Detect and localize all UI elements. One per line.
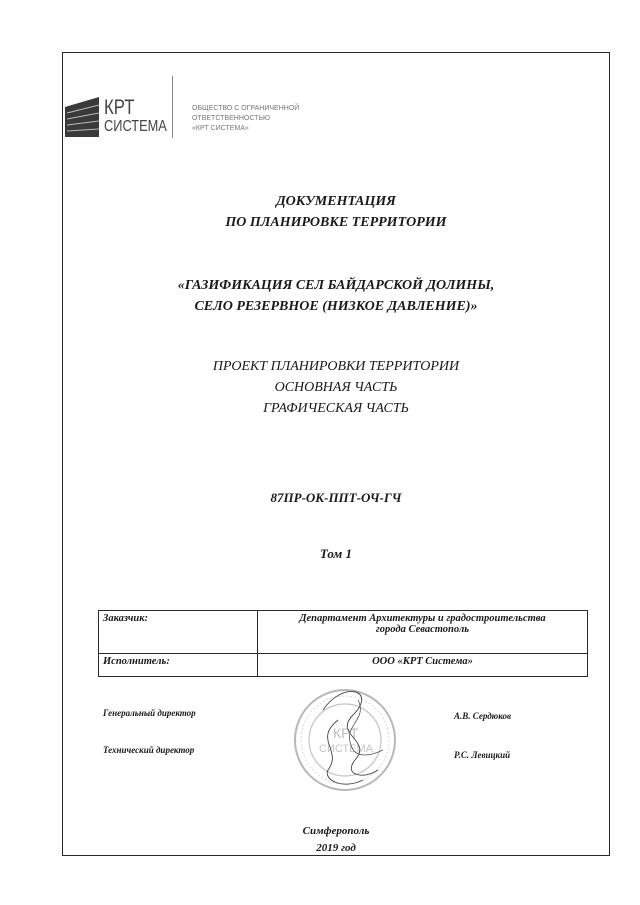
- tech-director-title: Технический директор: [103, 745, 195, 755]
- customer-value-line-2: города Севастополь: [375, 624, 470, 635]
- footer-city: Симферополь: [302, 825, 370, 837]
- svg-text:КРТ: КРТ: [333, 725, 359, 741]
- logo-wordmark-top: КРТ: [104, 96, 135, 119]
- customer-row: [99, 611, 588, 654]
- gen-director-title: Генеральный директор: [103, 708, 196, 718]
- svg-text:СИСТЕМА: СИСТЕМА: [319, 743, 373, 755]
- title-line-1: ДОКУМЕНТАЦИЯ: [276, 194, 396, 209]
- section-title: [62, 356, 610, 419]
- project-name: [62, 275, 610, 317]
- footer: [62, 823, 610, 857]
- logo-wordmark-bottom: СИСТЕМА: [104, 118, 167, 135]
- document-title: [62, 191, 610, 233]
- contractor-row: [99, 654, 588, 677]
- section-line-2: ОСНОВНАЯ ЧАСТЬ: [274, 380, 398, 395]
- contractor-value: ООО «КРТ Система»: [258, 654, 588, 677]
- company-line-1: ОБЩЕСТВО С ОГРАНИЧЕННОЙ: [192, 105, 300, 112]
- logo-divider: [172, 76, 173, 138]
- company-line-3: «КРТ СИСТЕМА»: [192, 125, 249, 132]
- gen-director-name: А.В. Сердюков: [454, 711, 511, 721]
- section-line-3: ГРАФИЧЕСКАЯ ЧАСТЬ: [263, 401, 409, 416]
- section-line-1: ПРОЕКТ ПЛАНИРОВКИ ТЕРРИТОРИИ: [212, 359, 460, 374]
- customer-label: Заказчик:: [99, 611, 258, 654]
- project-name-line-2: СЕЛО РЕЗЕРВНОЕ (НИЗКОЕ ДАВЛЕНИЕ)»: [194, 299, 478, 314]
- company-stamp-icon: [283, 680, 413, 795]
- footer-year: 2019 год: [316, 842, 356, 854]
- info-table: [98, 610, 588, 677]
- document-code: 87ПР-ОК-ППТ-ОЧ-ГЧ: [270, 490, 402, 505]
- tech-director-name: Р.С. Левицкий: [454, 750, 511, 760]
- company-name: [192, 104, 332, 134]
- company-line-2: ОТВЕТСТВЕННОСТЬЮ: [192, 115, 271, 122]
- project-name-line-1: «ГАЗИФИКАЦИЯ СЕЛ БАЙДАРСКОЙ ДОЛИНЫ,: [177, 278, 495, 293]
- customer-value-line-1: Департамент Архитектуры и градостроительства: [299, 613, 546, 624]
- contractor-label: Исполнитель:: [99, 654, 258, 677]
- title-line-2: ПО ПЛАНИРОВКЕ ТЕРРИТОРИИ: [225, 215, 447, 230]
- customer-value: [258, 611, 588, 654]
- volume-number: Том 1: [319, 546, 353, 561]
